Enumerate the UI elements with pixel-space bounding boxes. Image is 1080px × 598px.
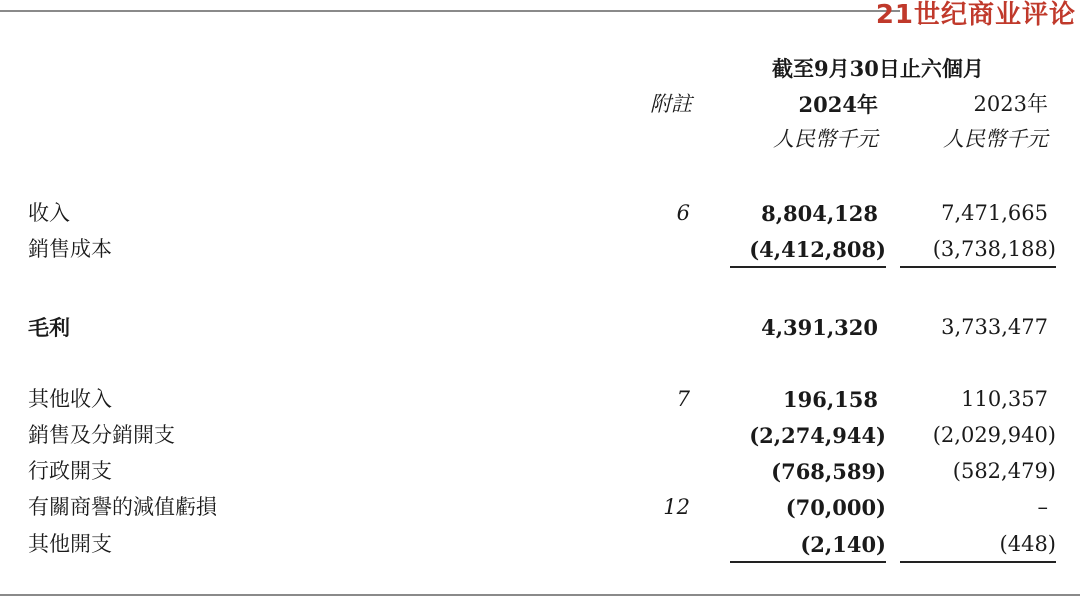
brand-watermark: 21世纪商业评论 xyxy=(875,0,1076,30)
row-prior-cost-of-sales: (3,738,188) xyxy=(932,237,1056,261)
row-current-other-income: 196,158 xyxy=(783,387,878,412)
top-rule xyxy=(0,10,900,12)
note-column-heading: 附註 xyxy=(650,92,692,116)
row-label-gross-profit: 毛利 xyxy=(28,315,70,340)
row-prior-gross-profit: 3,733,477 xyxy=(941,315,1048,339)
row-prior-other-expenses: (448) xyxy=(999,532,1056,556)
row-current-revenue: 8,804,128 xyxy=(761,201,878,226)
period-heading: 截至9月30日止六個月 xyxy=(772,56,984,81)
subtotal-underline-prior xyxy=(900,266,1056,268)
row-prior-revenue: 7,471,665 xyxy=(941,201,1048,225)
total-underline-current xyxy=(730,561,886,563)
row-prior-administrative: (582,479) xyxy=(952,459,1056,483)
unit-current-heading: 人民幣千元 xyxy=(773,127,878,151)
bottom-rule xyxy=(0,594,1080,596)
row-label-cost-of-sales: 銷售成本 xyxy=(28,237,112,261)
row-current-gross-profit: 4,391,320 xyxy=(761,315,878,340)
row-label-administrative: 行政開支 xyxy=(28,459,112,483)
row-label-revenue: 收入 xyxy=(28,201,70,225)
row-note-goodwill-impairment: 12 xyxy=(663,495,690,519)
row-current-goodwill-impairment: (70,000) xyxy=(785,495,886,520)
year-prior-heading: 2023年 xyxy=(973,92,1048,116)
row-current-selling-distribution: (2,274,944) xyxy=(749,423,886,448)
row-prior-other-income: 110,357 xyxy=(961,387,1048,411)
total-underline-prior xyxy=(900,561,1056,563)
row-label-selling-distribution: 銷售及分銷開支 xyxy=(28,423,175,447)
row-prior-goodwill-impairment: – xyxy=(1037,495,1048,519)
row-current-other-expenses: (2,140) xyxy=(800,532,886,557)
row-current-cost-of-sales: (4,412,808) xyxy=(749,237,886,262)
row-prior-selling-distribution: (2,029,940) xyxy=(932,423,1056,447)
subtotal-underline-current xyxy=(730,266,886,268)
row-current-administrative: (768,589) xyxy=(771,459,886,484)
unit-prior-heading: 人民幣千元 xyxy=(943,127,1048,151)
row-note-other-income: 7 xyxy=(676,387,690,411)
year-current-heading: 2024年 xyxy=(798,92,878,117)
row-label-other-expenses: 其他開支 xyxy=(28,532,112,556)
row-label-other-income: 其他收入 xyxy=(28,387,112,411)
row-label-goodwill-impairment: 有關商譽的減值虧損 xyxy=(28,495,217,519)
row-note-revenue: 6 xyxy=(676,201,690,225)
